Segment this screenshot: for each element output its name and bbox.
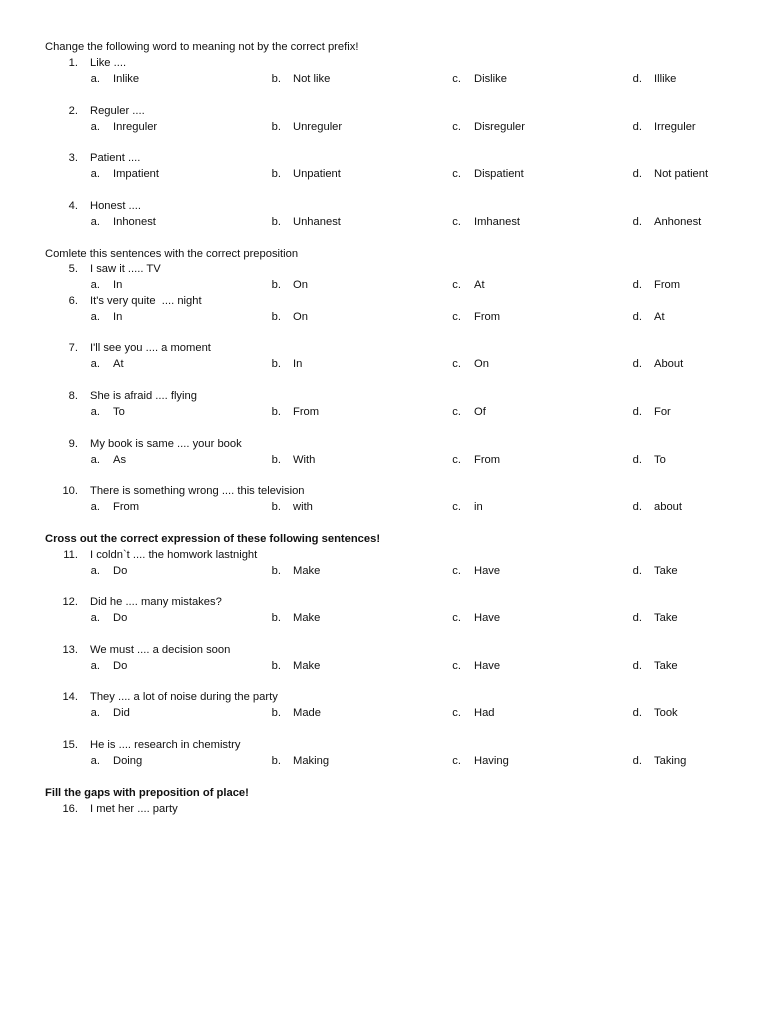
option-letter: a. (90, 755, 100, 767)
option-letter: a. (90, 707, 100, 719)
question-number: 4. (68, 200, 78, 212)
option-letter: a. (90, 660, 100, 672)
question-number: 5. (68, 263, 78, 275)
option-letter: b. (271, 168, 281, 180)
option-letter: c. (452, 612, 461, 624)
option-c: At (474, 279, 485, 291)
option-d: Illike (654, 73, 677, 85)
option-b: From (293, 406, 320, 418)
option-c: in (474, 501, 483, 513)
option-b: Not like (293, 73, 331, 85)
question-text: Honest .... (90, 200, 141, 212)
option-b: Make (293, 660, 321, 672)
option-letter: b. (271, 501, 281, 513)
option-letter: d. (632, 454, 642, 466)
option-letter: d. (632, 358, 642, 370)
option-letter: b. (271, 660, 281, 672)
question-text: Like .... (90, 57, 127, 69)
question-text: Patient .... (90, 152, 141, 164)
option-b: Unpatient (293, 168, 341, 180)
option-letter: a. (90, 454, 100, 466)
option-b: On (293, 279, 308, 291)
section-heading: Fill the gaps with preposition of place! (45, 787, 249, 799)
question-text: We must .... a decision soon (90, 644, 231, 656)
question-number: 13. (62, 644, 78, 656)
option-letter: d. (632, 660, 642, 672)
option-letter: b. (271, 73, 281, 85)
question-text: She is afraid .... flying (90, 390, 197, 402)
option-d: For (654, 406, 671, 418)
option-letter: c. (452, 358, 461, 370)
option-c: Of (474, 406, 486, 418)
question-number: 10. (62, 485, 78, 497)
option-letter: c. (452, 311, 461, 323)
question-number: 2. (68, 105, 78, 117)
question-text: They .... a lot of noise during the party (90, 691, 278, 703)
option-a: Inlike (113, 73, 140, 85)
option-c: Having (474, 755, 509, 767)
question-number: 6. (68, 295, 78, 307)
option-b: On (293, 311, 308, 323)
option-c: Have (474, 660, 501, 672)
section-heading: Cross out the correct expression of these following sentences! (45, 533, 381, 545)
option-c: Had (474, 707, 495, 719)
question-text: Reguler .... (90, 105, 145, 117)
option-a: Impatient (113, 168, 160, 180)
option-letter: a. (90, 501, 100, 513)
option-letter: c. (452, 565, 461, 577)
option-c: Dispatient (474, 168, 524, 180)
option-letter: a. (90, 168, 100, 180)
option-letter: a. (90, 565, 100, 577)
option-c: Dislike (474, 73, 507, 85)
option-b: With (293, 454, 316, 466)
question-number: 8. (68, 390, 78, 402)
option-letter: a. (90, 73, 100, 85)
question-text: Did he .... many mistakes? (90, 596, 222, 608)
option-letter: d. (632, 121, 642, 133)
option-d: Took (654, 707, 678, 719)
option-d: Anhonest (654, 216, 702, 228)
option-d: From (654, 279, 681, 291)
option-c: Imhanest (474, 216, 521, 228)
option-letter: d. (632, 755, 642, 767)
option-b: Make (293, 612, 321, 624)
option-d: about (654, 501, 682, 513)
option-letter: c. (452, 707, 461, 719)
option-d: To (654, 454, 666, 466)
option-c: Have (474, 612, 501, 624)
option-letter: a. (90, 121, 100, 133)
option-a: Do (113, 565, 128, 577)
option-a: In (113, 279, 123, 291)
option-letter: c. (452, 501, 461, 513)
option-letter: c. (452, 121, 461, 133)
option-letter: b. (271, 121, 281, 133)
question-text: I met her .... party (90, 803, 178, 815)
question-text: I coldn`t .... the homwork lastnight (90, 549, 258, 561)
section-heading: Change the following word to meaning not by the correct prefix! (45, 41, 359, 53)
option-letter: d. (632, 501, 642, 513)
option-letter: b. (271, 311, 281, 323)
option-d: About (654, 358, 684, 370)
option-letter: c. (452, 168, 461, 180)
option-letter: b. (271, 755, 281, 767)
question-number: 7. (68, 342, 78, 354)
option-letter: a. (90, 311, 100, 323)
question-text: I saw it ..... TV (90, 263, 161, 275)
option-c: On (474, 358, 489, 370)
option-d: Taking (654, 755, 687, 767)
option-d: Take (654, 612, 678, 624)
option-letter: a. (90, 406, 100, 418)
option-letter: a. (90, 358, 100, 370)
question-number: 15. (62, 739, 78, 751)
option-letter: c. (452, 73, 461, 85)
option-a: Inreguler (113, 121, 158, 133)
question-number: 1. (68, 57, 78, 69)
option-b: Make (293, 565, 321, 577)
option-a: Inhonest (113, 216, 156, 228)
option-a: Doing (113, 755, 143, 767)
option-c: Disreguler (474, 121, 525, 133)
option-letter: a. (90, 216, 100, 228)
option-letter: d. (632, 565, 642, 577)
option-letter: c. (452, 755, 461, 767)
option-letter: d. (632, 216, 642, 228)
question-text: He is .... research in chemistry (90, 739, 241, 751)
option-a: At (113, 358, 124, 370)
question-text: There is something wrong .... this television (90, 485, 305, 497)
option-letter: b. (271, 454, 281, 466)
option-a: Do (113, 660, 128, 672)
option-a: As (113, 454, 127, 466)
question-number: 11. (63, 549, 78, 561)
section-heading: Comlete this sentences with the correct preposition (45, 248, 299, 260)
option-letter: b. (271, 565, 281, 577)
option-letter: c. (452, 279, 461, 291)
option-d: At (654, 311, 665, 323)
option-d: Take (654, 565, 678, 577)
option-a: From (113, 501, 140, 513)
option-b: Made (293, 707, 321, 719)
option-b: Unhanest (293, 216, 341, 228)
question-number: 14. (62, 691, 78, 703)
question-number: 12. (62, 596, 78, 608)
option-letter: c. (452, 660, 461, 672)
option-d: Irreguler (654, 121, 696, 133)
option-letter: d. (632, 168, 642, 180)
option-letter: b. (271, 358, 281, 370)
option-letter: b. (271, 707, 281, 719)
question-text: It's very quite .... night (90, 295, 202, 307)
option-c: From (474, 311, 501, 323)
question-number: 9. (68, 438, 78, 450)
question-number: 3. (68, 152, 78, 164)
option-letter: d. (632, 279, 642, 291)
question-number: 16. (62, 803, 78, 815)
option-c: From (474, 454, 501, 466)
option-d: Take (654, 660, 678, 672)
question-text: I'll see you .... a moment (90, 342, 211, 354)
option-b: with (293, 501, 313, 513)
option-letter: d. (632, 406, 642, 418)
option-b: In (293, 358, 303, 370)
option-letter: b. (271, 612, 281, 624)
option-letter: a. (90, 279, 100, 291)
option-c: Have (474, 565, 501, 577)
option-letter: b. (271, 216, 281, 228)
option-letter: d. (632, 707, 642, 719)
option-letter: b. (271, 279, 281, 291)
option-b: Making (293, 755, 330, 767)
option-a: In (113, 311, 123, 323)
option-b: Unreguler (293, 121, 343, 133)
option-letter: c. (452, 454, 461, 466)
option-letter: d. (632, 612, 642, 624)
option-letter: b. (271, 406, 281, 418)
option-letter: d. (632, 311, 642, 323)
option-letter: c. (452, 406, 461, 418)
option-a: To (113, 406, 125, 418)
question-text: My book is same .... your book (90, 438, 242, 450)
option-a: Do (113, 612, 128, 624)
option-letter: d. (632, 73, 642, 85)
option-letter: a. (90, 612, 100, 624)
option-a: Did (113, 707, 130, 719)
option-letter: c. (452, 216, 461, 228)
option-d: Not patient (654, 168, 709, 180)
